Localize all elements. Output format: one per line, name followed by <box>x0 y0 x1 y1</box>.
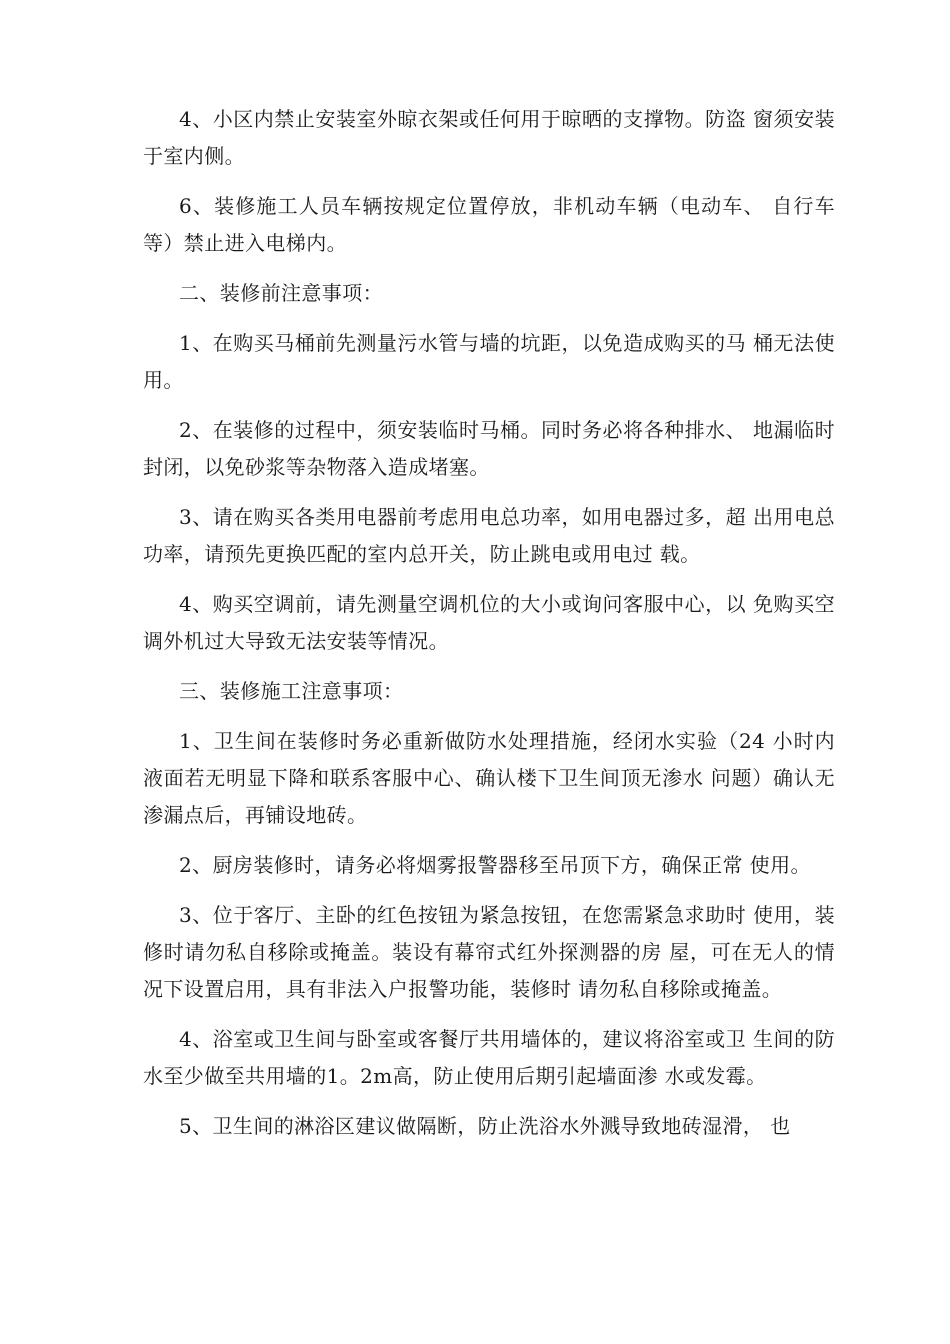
paragraph-before-1: 1、在购买马桶前先测量污水管与墙的坑距，以免造成购买的马 桶无法使用。 <box>143 331 835 392</box>
paragraph-construction-1: 1、卫生间在装修时务必重新做防水处理措施，经闭水实验（24 小时内液面若无明显下降和联系客服中心、确认楼下卫生间顶无渗水 问题）确认无渗漏点后，再铺设地砖。 <box>143 729 835 827</box>
section-heading-before-renovation: 二、装修前注意事项： <box>179 281 383 305</box>
paragraph-construction-4: 4、浴室或卫生间与卧室或客餐厅共用墙体的，建议将浴室或卫 生间的防水至少做至共用墙的1。2m高，防止使用后期引起墙面渗 水或发霉。 <box>143 1027 835 1088</box>
paragraph-before-2: 2、在装修的过程中，须安装临时马桶。同时务必将各种排水、 地漏临时封闭，以免砂浆等杂物落入造成堵塞。 <box>143 418 835 479</box>
section-heading-construction: 三、装修施工注意事项： <box>179 679 404 703</box>
paragraph-before-3: 3、请在购买各类用电器前考虑用电总功率，如用电器过多，超 出用电总功率，请预先更换匹配的室内总开关，防止跳电或用电过 载。 <box>143 505 835 566</box>
paragraph-rule-4: 4、小区内禁止安装室外晾衣架或任何用于晾晒的支撑物。防盗 窗须安装于室内侧。 <box>143 107 835 168</box>
document-page <box>143 101 835 1158</box>
paragraph-construction-5: 5、卫生间的淋浴区建议做隔断，防止洗浴水外溅导致地砖湿滑， 也 <box>179 1114 791 1138</box>
paragraph-before-4: 4、购买空调前，请先测量空调机位的大小或询问客服中心，以 免购买空调外机过大导致无法安装等情况。 <box>143 592 835 653</box>
paragraph-construction-2: 2、厨房装修时，请务必将烟雾报警器移至吊顶下方，确保正常 使用。 <box>179 853 811 877</box>
paragraph-construction-3: 3、位于客厅、主卧的红色按钮为紧急按钮，在您需紧急求助时 使用，装修时请勿私自移除或掩盖。装设有幕帘式红外探测器的房 屋，可在无人的情况下设置启用，具有非法入户报警功能，装修时 请勿私自移除或掩盖。 <box>143 903 835 1001</box>
paragraph-rule-6: 6、装修施工人员车辆按规定位置停放，非机动车辆（电动车、 自行车等）禁止进入电梯内。 <box>143 194 835 255</box>
